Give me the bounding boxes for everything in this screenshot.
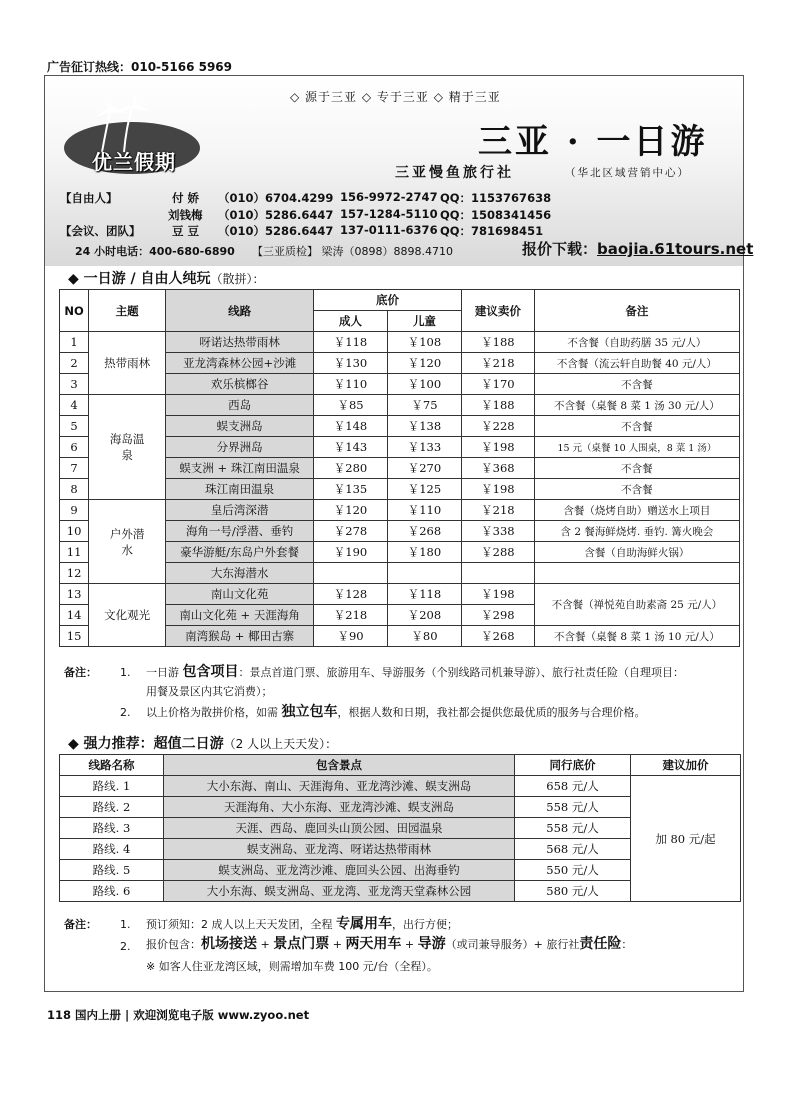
child-price: ￥268 [387,521,461,542]
note-text: 以上价格为散拼价格，如需 [146,706,278,719]
suggest-price: ￥198 [461,479,534,500]
child-price: ￥120 [387,353,461,374]
col-base-price: 同行底价 [515,755,631,776]
route-name: 路线. 1 [60,776,164,797]
row-no: 7 [60,458,89,479]
remark-cell: 15 元（桌餐 10 人围桌，8 菜 1 汤） [534,437,739,458]
add-price: 加 80 元/起 [631,776,741,902]
spots-cell: 天涯、西岛、鹿回头山顶公园、田园温泉 [164,818,515,839]
suggest-price [461,563,534,584]
table-row [60,332,740,353]
note-number: 2. [120,706,131,719]
child-price: ￥75 [387,395,461,416]
route-name: 路线. 4 [60,839,164,860]
adult-price: ￥90 [314,626,388,647]
note-emphasis: 包含项目 [182,664,239,680]
route-cell: 南山文化苑 [166,584,314,605]
child-price: ￥208 [387,605,461,626]
remark-cell: 不含餐 [534,458,739,479]
col-child: 儿童 [387,311,461,332]
contact-tel: （010）6704.4299 [218,191,334,205]
contact-tel: （010）5286.6447 [218,224,334,238]
col-no: NO [60,290,89,332]
route-name: 路线. 2 [60,797,164,818]
base-price: 658 元/人 [515,776,631,797]
remark-cell: 含 2 餐海鲜烧烤. 垂钓. 篝火晚会 [534,521,739,542]
col-add-price: 建议加价 [631,755,741,776]
row-no: 8 [60,479,89,500]
section2-title-small: （2 人以上天天发）： [223,737,338,751]
section1-title-main: ◆ 一日游 / 自由人纯玩 [68,271,211,287]
contact-qq: QQ：781698451 [440,224,544,238]
contact-name: 豆 豆 [172,224,200,238]
agency-name: 三亚慢鱼旅行社 [395,165,514,181]
table-row [60,395,740,416]
child-price: ￥110 [387,500,461,521]
remark-cell: 不含餐 [534,479,739,500]
adult-price: ￥85 [314,395,388,416]
spots-cell: 天涯海角、大小东海、亚龙湾沙滩、蜈支洲岛 [164,797,515,818]
child-price: ￥133 [387,437,461,458]
contact-mobile: 157-1284-5110 [340,207,438,221]
suggest-price: ￥218 [461,500,534,521]
note-number: 2. [120,940,131,953]
child-price: ￥270 [387,458,461,479]
note-text: ，根据人数和日期，我社都会提供您最优质的服务与合理价格。 [337,706,646,719]
section1-notes [64,663,734,723]
route-cell: 西岛 [166,395,314,416]
adult-price: ￥135 [314,479,388,500]
row-no: 6 [60,437,89,458]
adult-price: ￥280 [314,458,388,479]
row-no: 3 [60,374,89,395]
row-no: 5 [60,416,89,437]
route-name: 路线. 3 [60,818,164,839]
col-route-name: 线路名称 [60,755,164,776]
col-base: 底价 [314,290,462,311]
note-emphasis: 机场接送 [201,936,257,952]
note-text: ： [621,938,633,951]
suggest-price: ￥218 [461,353,534,374]
remark-cell: 含餐（自助海鲜火锅） [534,542,739,563]
theme-cell: 文化观光 [89,584,166,647]
suggest-price: ￥188 [461,395,534,416]
suggest-price: ￥268 [461,626,534,647]
adult-price: ￥120 [314,500,388,521]
table-row [60,584,740,605]
route-cell: 皇后湾深潜 [166,500,314,521]
notes-label: 备注： [64,918,97,931]
note-emphasis: 两天用车 [345,936,402,952]
spots-cell: 蜈支洲岛、亚龙湾沙滩、鹿回头公园、出海垂钓 [164,860,515,881]
row-no: 14 [60,605,89,626]
route-cell: 大东海潜水 [166,563,314,584]
base-price: 568 元/人 [515,839,631,860]
remark-cell: 不含餐（桌餐 8 菜 1 汤 30 元/人） [534,395,739,416]
adult-price: ￥148 [314,416,388,437]
two-day-tour-table [59,754,741,902]
contact-mobile: 137-0111-6376 [340,223,438,237]
page-title: 三亚 · 一日游 [478,122,708,162]
page-footer: 118 国内上册 | 欢迎浏览电子版 www.zyoo.net [47,1008,310,1022]
theme-cell: 户外潜水 [89,500,166,584]
note-text: ：景点首道门票、旅游用车、导游服务（个别线路司机兼导游）、旅行社责任险（自理项目： [238,666,684,679]
download-link[interactable] [522,238,753,259]
route-cell: 珠江南田温泉 [166,479,314,500]
route-cell: 分界洲岛 [166,437,314,458]
route-name: 路线. 5 [60,860,164,881]
note-text: 预订须知：2 成人以上天天发团，全程 [146,918,333,931]
slogan: ◇ 源于三亚 ◇ 专于三亚 ◇ 精于三亚 [290,90,501,104]
theme-cell: 海岛温泉 [89,395,166,500]
contact-qq: QQ：1153767638 [440,191,552,205]
note-text: （或司兼导服务）+ 旅行社 [445,938,580,951]
col-theme: 主题 [89,290,166,332]
adult-price: ￥110 [314,374,388,395]
note-emphasis: 独立包车 [281,704,338,720]
note-text: + [401,938,418,951]
child-price: ￥80 [387,626,461,647]
route-cell: 南山文化苑 + 天涯海角 [166,605,314,626]
adult-price [314,563,388,584]
contact-role: 【会议、团队】 [60,224,141,238]
note-2 [146,935,632,954]
download-label: 报价下载： [522,240,598,258]
remark-cell: 不含餐（自助药膳 35 元/人） [534,332,739,353]
suggest-price: ￥298 [461,605,534,626]
route-cell: 蜈支洲 + 珠江南田温泉 [166,458,314,479]
adult-price: ￥128 [314,584,388,605]
agency-subtitle: （华北区域营销中心） [565,167,690,179]
note-3: ※ 如客人住亚龙湾区域，则需增加车费 100 元/台（全程）。 [146,960,438,973]
child-price: ￥108 [387,332,461,353]
base-price: 580 元/人 [515,881,631,902]
adult-price: ￥278 [314,521,388,542]
row-no: 11 [60,542,89,563]
route-name: 路线. 6 [60,881,164,902]
section2-notes [64,915,734,976]
remark-cell: 不含餐（禅悦苑自助素斋 25 元/人） [534,584,739,626]
child-price: ￥180 [387,542,461,563]
note-1 [146,915,458,934]
adult-price: ￥143 [314,437,388,458]
adult-price: ￥130 [314,353,388,374]
adult-price: ￥118 [314,332,388,353]
contact-role: 【自由人】 [60,191,118,205]
route-cell: 欢乐槟榔谷 [166,374,314,395]
route-cell: 蜈支洲岛 [166,416,314,437]
row-no: 13 [60,584,89,605]
remark-cell: 不含餐（流云轩自助餐 40 元/人） [534,353,739,374]
child-price: ￥118 [387,584,461,605]
remark-cell: 含餐（烧烤自助）赠送水上项目 [534,500,739,521]
child-price [387,563,461,584]
route-cell: 豪华游艇/东岛户外套餐 [166,542,314,563]
suggest-price: ￥188 [461,332,534,353]
suggest-price: ￥198 [461,437,534,458]
col-adult: 成人 [314,311,388,332]
col-remark: 备注 [534,290,739,332]
note-number: 1. [120,918,131,931]
row-no: 4 [60,395,89,416]
logo-text: 优兰假期 [92,150,176,174]
remark-cell: 不含餐 [534,374,739,395]
route-cell: 呀诺达热带雨林 [166,332,314,353]
suggest-price: ￥338 [461,521,534,542]
remark-cell [534,563,739,584]
note-emphasis: 责任险 [579,936,622,952]
note-emphasis: 景点门票 [273,936,330,952]
base-price: 550 元/人 [515,860,631,881]
contact-mobile: 156-9972-2747 [340,190,438,204]
note-text: ，出行方便； [392,918,458,931]
spots-cell: 蜈支洲岛、亚龙湾、呀诺达热带雨林 [164,839,515,860]
note-1-cont: 用餐及景区内其它消费）； [146,685,273,698]
table-row [60,500,740,521]
contact-tel: （010）5286.6447 [218,208,334,222]
base-price: 558 元/人 [515,818,631,839]
suggest-price: ￥368 [461,458,534,479]
contact-qq: QQ：1508341456 [440,208,552,222]
contact-name: 刘钱梅 [168,208,203,222]
route-cell: 亚龙湾森林公园+沙滩 [166,353,314,374]
note-emphasis: 专属用车 [336,916,392,932]
route-cell: 南湾猴岛 + 椰田古寨 [166,626,314,647]
theme-cell: 热带雨林 [89,332,166,395]
spots-cell: 大小东海、蜈支洲岛、亚龙湾、亚龙湾天堂森林公园 [164,881,515,902]
row-no: 10 [60,521,89,542]
spots-cell: 大小东海、南山、天涯海角、亚龙湾沙滩、蜈支洲岛 [164,776,515,797]
row-no: 2 [60,353,89,374]
hotline-24h: 24 小时电话：400-680-6890 [75,245,235,258]
child-price: ￥100 [387,374,461,395]
section2-title-main: ◆ 强力推荐：超值二日游 [68,736,224,752]
section1-title-small: （散拼）： [210,272,265,286]
row-no: 1 [60,332,89,353]
row-no: 15 [60,626,89,647]
col-route: 线路 [166,290,314,332]
one-day-tour-table [59,289,740,647]
download-url[interactable]: baojia.61tours.net [597,240,754,258]
note-text: 报价包含： [146,938,201,951]
col-spots: 包含景点 [164,755,515,776]
quality-inspection: 【三亚质检】 梁涛（0898）8898.4710 [252,245,453,258]
note-1 [146,663,684,682]
child-price: ￥125 [387,479,461,500]
row-no: 12 [60,563,89,584]
col-suggest: 建议卖价 [461,290,534,332]
section2-title [68,733,337,753]
row-no: 9 [60,500,89,521]
note-text: + [257,938,274,951]
note-2 [146,703,646,722]
suggest-price: ￥228 [461,416,534,437]
note-text: 一日游 [146,666,179,679]
table-row [60,776,741,797]
note-emphasis: 导游 [417,936,446,952]
note-number: 1. [120,666,131,679]
child-price: ￥138 [387,416,461,437]
remark-cell: 不含餐（桌餐 8 菜 1 汤 10 元/人） [534,626,739,647]
note-text: + [329,938,346,951]
base-price: 558 元/人 [515,797,631,818]
adult-price: ￥190 [314,542,388,563]
route-cell: 海角一号/浮潜、垂钓 [166,521,314,542]
ad-hotline: 广告征订热线：010-5166 5969 [47,60,233,74]
adult-price: ￥218 [314,605,388,626]
section1-title [68,268,265,288]
suggest-price: ￥170 [461,374,534,395]
remark-cell: 不含餐 [534,416,739,437]
notes-label: 备注： [64,666,97,679]
suggest-price: ￥288 [461,542,534,563]
suggest-price: ￥198 [461,584,534,605]
contact-name: 付 娇 [172,191,200,205]
